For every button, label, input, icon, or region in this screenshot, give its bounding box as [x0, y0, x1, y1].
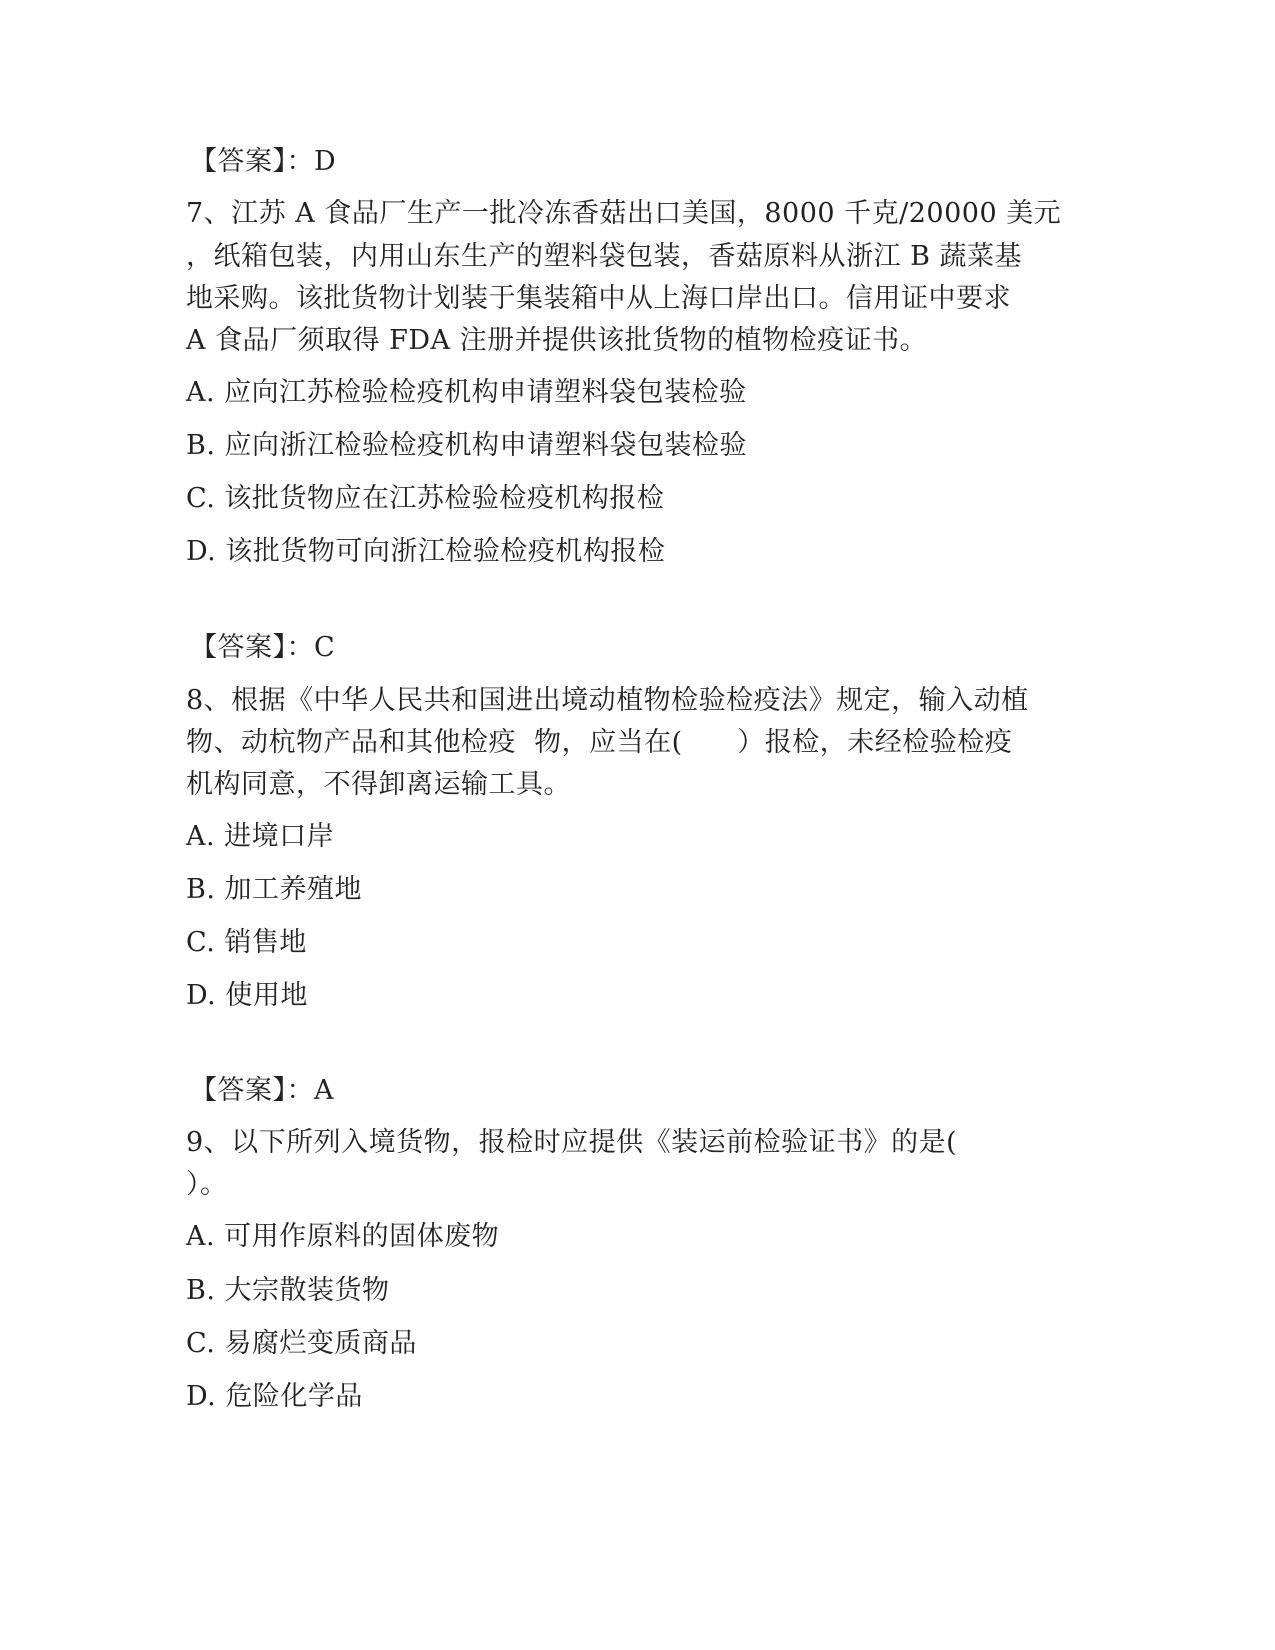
- option-c: C. 销售地: [186, 927, 307, 958]
- question-stem-line: ，纸箱包装，内用山东生产的塑料袋包装，香菇原料从浙江 B 蔬菜基: [186, 241, 1023, 272]
- option-a: A. 可用作原料的固体废物: [186, 1221, 500, 1252]
- option-b: B. 应向浙江检验检疫机构申请塑料袋包装检验: [186, 430, 748, 461]
- option-d: D. 使用地: [186, 980, 308, 1011]
- question-stem-line: 地采购。该批货物计划装于集装箱中从上海口岸出口。信用证中要求: [186, 283, 1011, 314]
- option-a: A. 应向江苏检验检疫机构申请塑料袋包装检验: [186, 377, 747, 408]
- option-d: D. 该批货物可向浙江检验检疫机构报检: [186, 536, 666, 567]
- question-stem-line: 8、根据《中华人民共和国进出境动植物检验检疫法》规定，输入动植: [186, 685, 1029, 716]
- question-stem-line: 机构同意，不得卸离运输工具。: [186, 769, 571, 800]
- option-b: B. 大宗散装货物: [186, 1275, 390, 1306]
- option-c: C. 易腐烂变质商品: [186, 1328, 417, 1359]
- question-stem-line: ）。: [186, 1169, 228, 1200]
- question-stem-line: 9、以下所列入境货物，报检时应提供《装运前检验证书》的是(: [186, 1127, 958, 1158]
- answer-label: 【答案】：A: [190, 1075, 334, 1106]
- answer-label: 【答案】：C: [190, 632, 336, 663]
- answer-label: 【答案】：D: [190, 146, 337, 177]
- question-stem-line: A 食品厂须取得 FDA 注册并提供该批货物的植物检疫证书。: [186, 325, 928, 356]
- option-d: D. 危险化学品: [186, 1381, 363, 1412]
- question-stem-line: 7、江苏 A 食品厂生产一批冷冻香菇出口美国，8000 千克/20000 美元: [186, 198, 1062, 229]
- option-a: A. 进境口岸: [186, 821, 335, 852]
- option-b: B. 加工养殖地: [186, 874, 363, 905]
- option-c: C. 该批货物应在江苏检验检疫机构报检: [186, 483, 665, 514]
- question-stem-line: 物、动杭物产品和其他检疫 物，应当在( ）报检，未经检验检疫: [186, 727, 1013, 758]
